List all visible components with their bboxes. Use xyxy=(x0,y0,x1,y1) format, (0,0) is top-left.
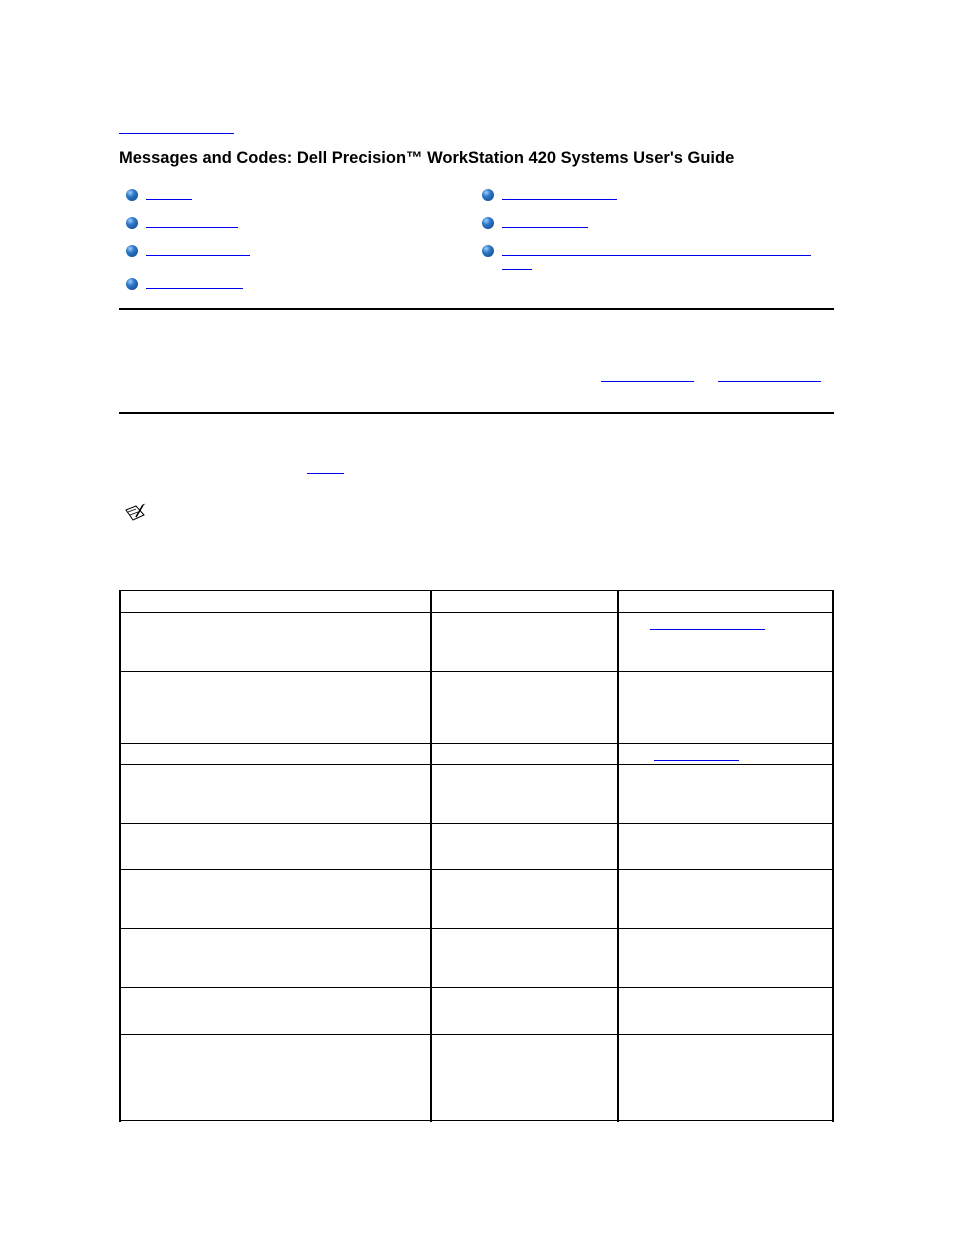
toc-link-5[interactable] xyxy=(502,199,617,200)
table-link-2[interactable] xyxy=(654,760,739,761)
back-to-contents-link[interactable] xyxy=(119,133,234,134)
sphere-bullet-icon xyxy=(482,217,494,229)
note-pencil-icon xyxy=(124,503,146,523)
sphere-bullet-icon xyxy=(126,278,138,290)
page-title: Messages and Codes: Dell Precision™ WorkStation 420 Systems User's Guide xyxy=(119,149,735,167)
intro-link-2[interactable] xyxy=(718,381,821,382)
messages-table xyxy=(119,590,834,1122)
section-divider xyxy=(119,412,834,414)
section-divider xyxy=(119,308,834,310)
toc-link-7[interactable] xyxy=(502,255,811,256)
toc-link-7-wrap[interactable] xyxy=(502,269,532,270)
toc-link-2[interactable] xyxy=(146,227,238,228)
table-link-1[interactable] xyxy=(650,629,765,630)
intro-link-1[interactable] xyxy=(601,381,694,382)
sphere-bullet-icon xyxy=(482,189,494,201)
sphere-bullet-icon xyxy=(126,245,138,257)
sphere-bullet-icon xyxy=(126,189,138,201)
body-link[interactable] xyxy=(307,473,344,474)
toc-link-6[interactable] xyxy=(502,227,588,228)
toc-link-4[interactable] xyxy=(146,288,243,289)
sphere-bullet-icon xyxy=(482,245,494,257)
toc-link-3[interactable] xyxy=(146,255,250,256)
toc-link-1[interactable] xyxy=(146,199,192,200)
sphere-bullet-icon xyxy=(126,217,138,229)
